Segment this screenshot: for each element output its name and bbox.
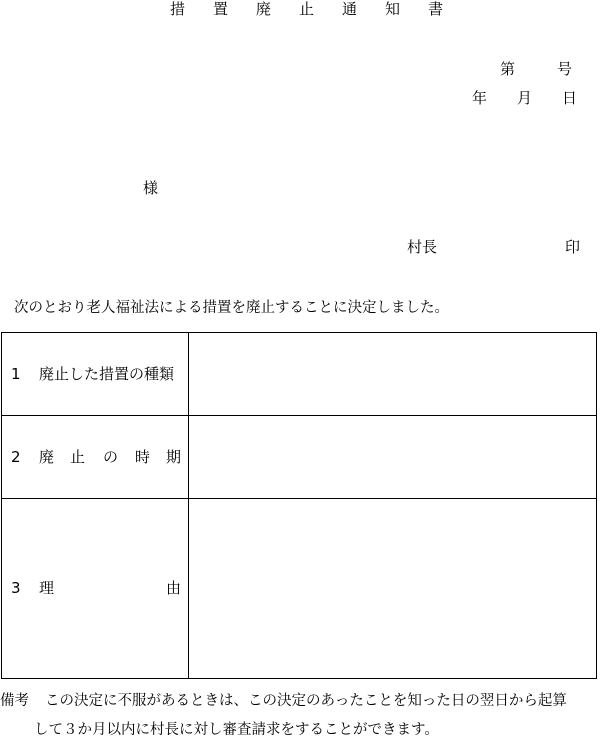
table-row xyxy=(2,499,596,678)
form-table xyxy=(1,332,597,679)
table-row xyxy=(2,416,596,499)
label-cell xyxy=(2,499,189,678)
table-row xyxy=(2,333,596,416)
title-char: 書 xyxy=(428,0,444,18)
row-label: 廃止した措置の種類 xyxy=(39,365,175,383)
document-number xyxy=(500,62,572,77)
issuer-title: 村長 xyxy=(407,238,438,256)
value-cell[interactable] xyxy=(189,416,596,498)
value-cell[interactable] xyxy=(189,333,596,415)
title-char: 止 xyxy=(298,0,314,18)
row-label-char: 時 xyxy=(135,448,151,466)
notes-text-2: して３か月以内に村長に対し審査請求をすることができます。 xyxy=(34,722,439,738)
title-char: 通 xyxy=(342,0,358,18)
document-date xyxy=(472,91,577,106)
title-char: 置 xyxy=(212,0,228,18)
label-cell xyxy=(2,333,189,415)
notes-line-1 xyxy=(0,694,567,709)
notes-text-1: この決定に不服があるときは、この決定のあったことを知った日の翌日から起算 xyxy=(45,693,567,709)
label-cell xyxy=(2,416,189,498)
row-label-char: 止 xyxy=(70,448,86,466)
row-label-char: の xyxy=(103,448,119,466)
title-char: 知 xyxy=(385,0,401,18)
row-label-char: 廃 xyxy=(39,448,55,466)
document-title xyxy=(0,2,613,17)
row-number: 1 xyxy=(11,365,21,383)
row-label-left: 理 xyxy=(39,579,55,597)
addressee-suffix: 様 xyxy=(143,179,159,197)
date-month: 月 xyxy=(517,89,533,107)
row-number: 3 xyxy=(11,579,21,597)
doc-number-suffix: 号 xyxy=(557,60,573,78)
seal-mark: 印 xyxy=(565,238,581,256)
date-year: 年 xyxy=(472,89,488,107)
title-char: 措 xyxy=(169,0,185,18)
value-cell[interactable] xyxy=(189,499,596,678)
notes-heading: 備考 xyxy=(0,693,29,709)
title-char: 廃 xyxy=(255,0,271,18)
row-label-char: 期 xyxy=(166,448,182,466)
row-number: 2 xyxy=(11,448,21,466)
doc-number-prefix: 第 xyxy=(500,60,516,78)
date-day: 日 xyxy=(562,89,578,107)
intro-text: 次のとおり老人福祉法による措置を廃止することに決定しました。 xyxy=(14,300,449,316)
row-label-right: 由 xyxy=(166,579,182,597)
